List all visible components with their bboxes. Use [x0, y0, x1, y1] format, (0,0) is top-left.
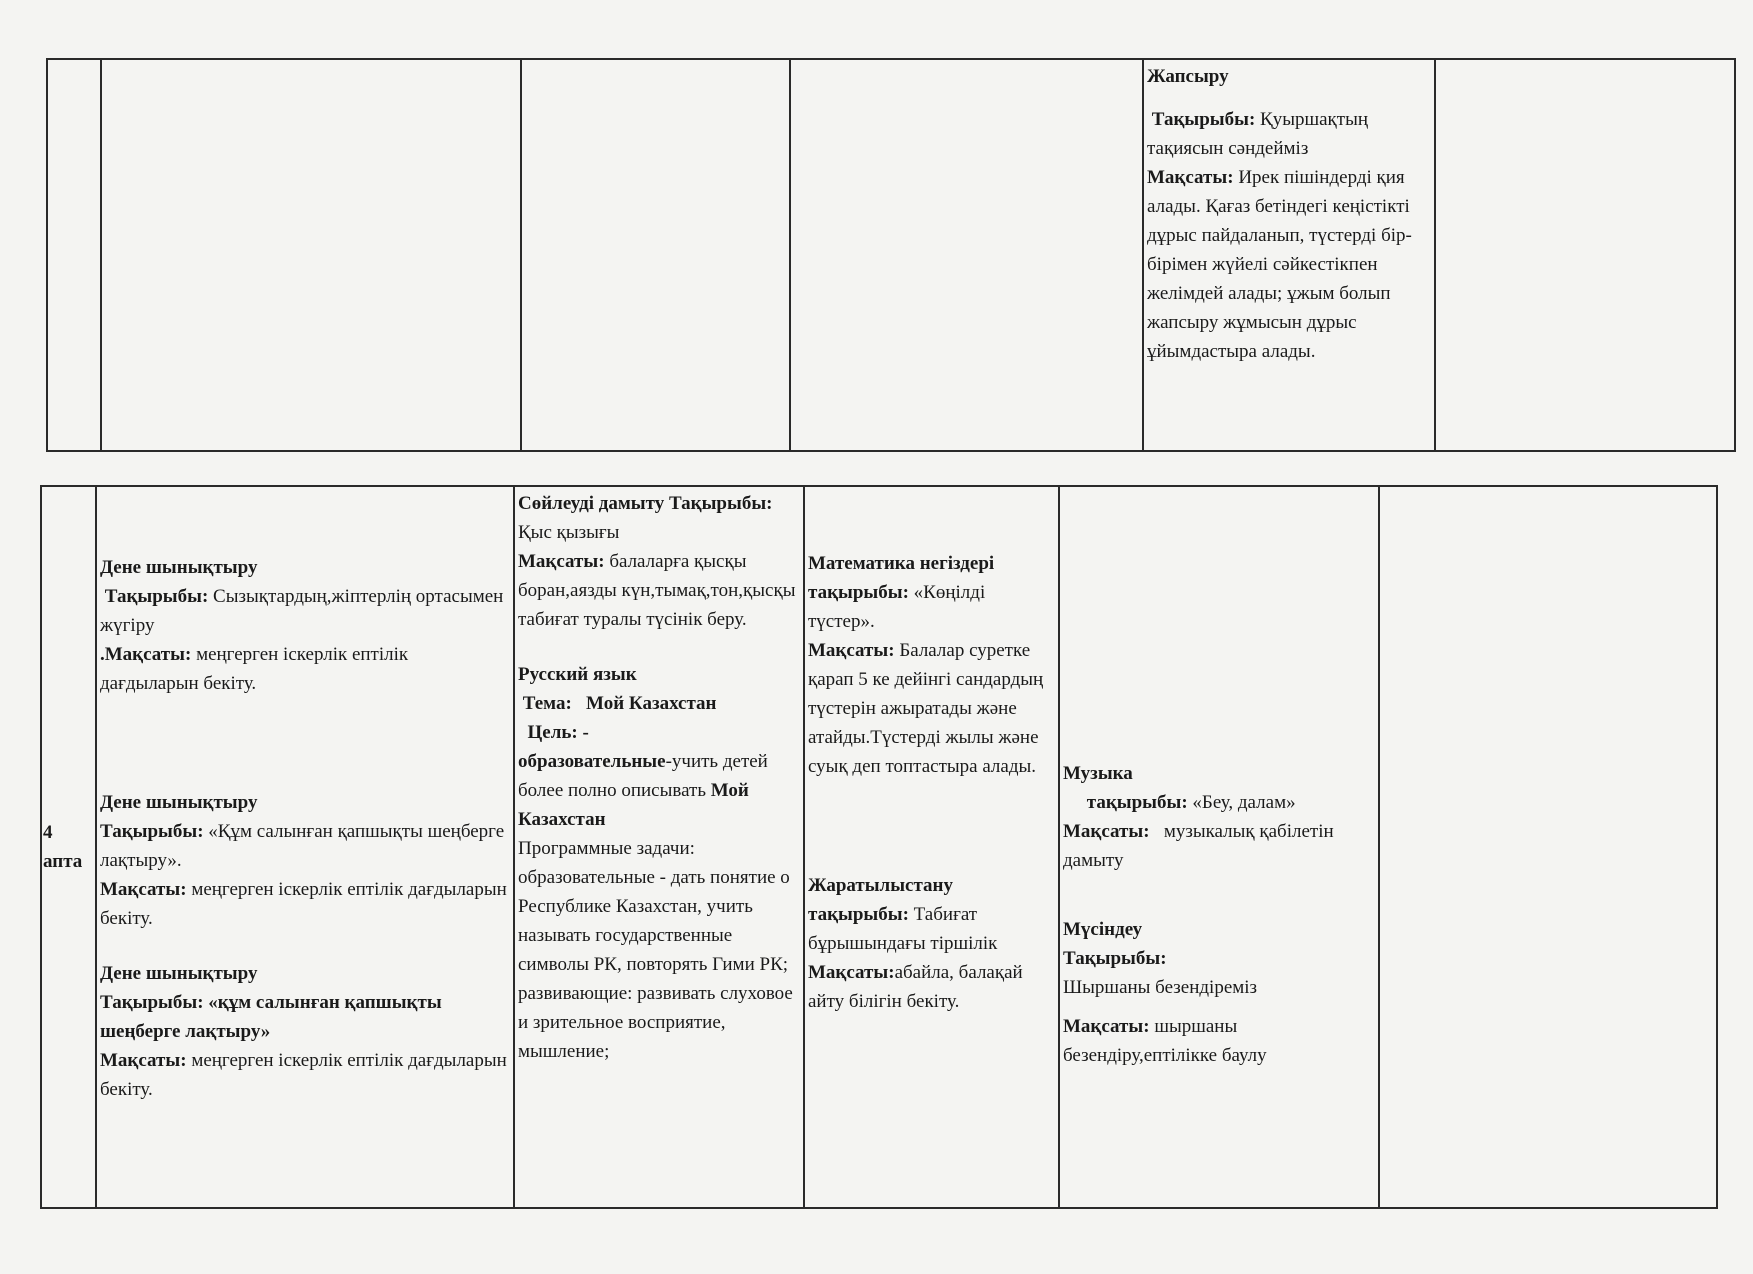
speech-lesson: Сөйлеуді дамыту Тақырыбы: Қыс қызығы Мақсаты: балаларға қысқы боран,аязды күн,тымақ,тон,қысқы табиғат туралы түсінік беру. [518, 493, 796, 630]
schedule-table-week [40, 485, 1718, 1209]
applique-cell [1143, 59, 1435, 451]
applique-topic: Тақырыбы: Қуыршақтың тақиясын сәндейміз [1147, 109, 1369, 159]
russian-lesson: Русский язык Тема: Мой Казахстан Цель: - образовательные-учить детей более полно описывать Мой Казахстан Программные задачи: образовательные - дать понятие о Республике Казахстан, учить называть государственные символы РК, повторять Гими РК; развивающие: развивать слуховое и зрительное восприятие, мышление; [518, 664, 793, 1062]
physical-education-cell [96, 486, 514, 1208]
music-lesson: Музыка тақырыбы: «Беу, далам» Мақсаты: музыкалық қабілетін дамыту [1063, 763, 1334, 871]
math-nature-cell [804, 486, 1059, 1208]
physical-lesson-2: Дене шынықтыру Тақырыбы: «Құм салынған қапшықты шеңберге лақтыру». Мақсаты: меңгерген іскерлік ептілік дағдыларын бекіту. [100, 792, 507, 929]
speech-cell-empty [521, 59, 790, 451]
nature-lesson: Жаратылыстану тақырыбы: Табиғат бұрышындағы тіршілік Мақсаты:абайла, балақай айту білігін бекіту. [808, 875, 1023, 1012]
music-modeling-cell [1059, 486, 1379, 1208]
physical-lesson-3: Дене шынықтыру Тақырыбы: «құм салынған қапшықты шеңберге лақтыру» Мақсаты: меңгерген іскерлік ептілік дағдыларын бекіту. [100, 963, 507, 1100]
last-cell-empty [1379, 486, 1717, 1208]
week-number: 4 [43, 822, 53, 843]
modeling-lesson: Мүсіндеу Тақырыбы: Шыршаны безендіреміз Мақсаты: шыршаны безендіру,ептілікке баулу [1063, 919, 1267, 1066]
math-cell-empty [790, 59, 1143, 451]
week-label-cell [41, 486, 96, 1208]
math-lesson: Математика негіздері тақырыбы: «Көңілді түстер». Мақсаты: Балалар суретке қарап 5 ке дейінгі сандардың түстерін ажыратады және атайды.Түстерді жылы және суық деп топтастыра алады. [808, 553, 1044, 777]
applique-goal: Мақсаты: Ирек пішіндерді қия алады. Қағаз бетіндегі кеңістікті дұрыс пайдаланып, түстерді бір-бірімен жүйелі сәйкестікпен желімдей алады; ұжым болып жапсыру жұмысын дұрыс ұйымдастыра алады. [1147, 167, 1412, 362]
applique-heading: Жапсыру [1147, 66, 1229, 87]
week-word: апта [43, 851, 83, 872]
physical-lesson-1: Дене шынықтыру Тақырыбы: Сызықтардың,жіптерлің ортасымен жүгіру .Мақсаты: меңгерген іскерлік ептілік дағдыларын бекіту. [100, 557, 504, 694]
schedule-table-continuation [46, 58, 1736, 452]
speech-russian-cell [514, 486, 804, 1208]
week-cell-empty [47, 59, 101, 451]
last-cell-empty [1435, 59, 1735, 451]
physical-cell-empty [101, 59, 521, 451]
